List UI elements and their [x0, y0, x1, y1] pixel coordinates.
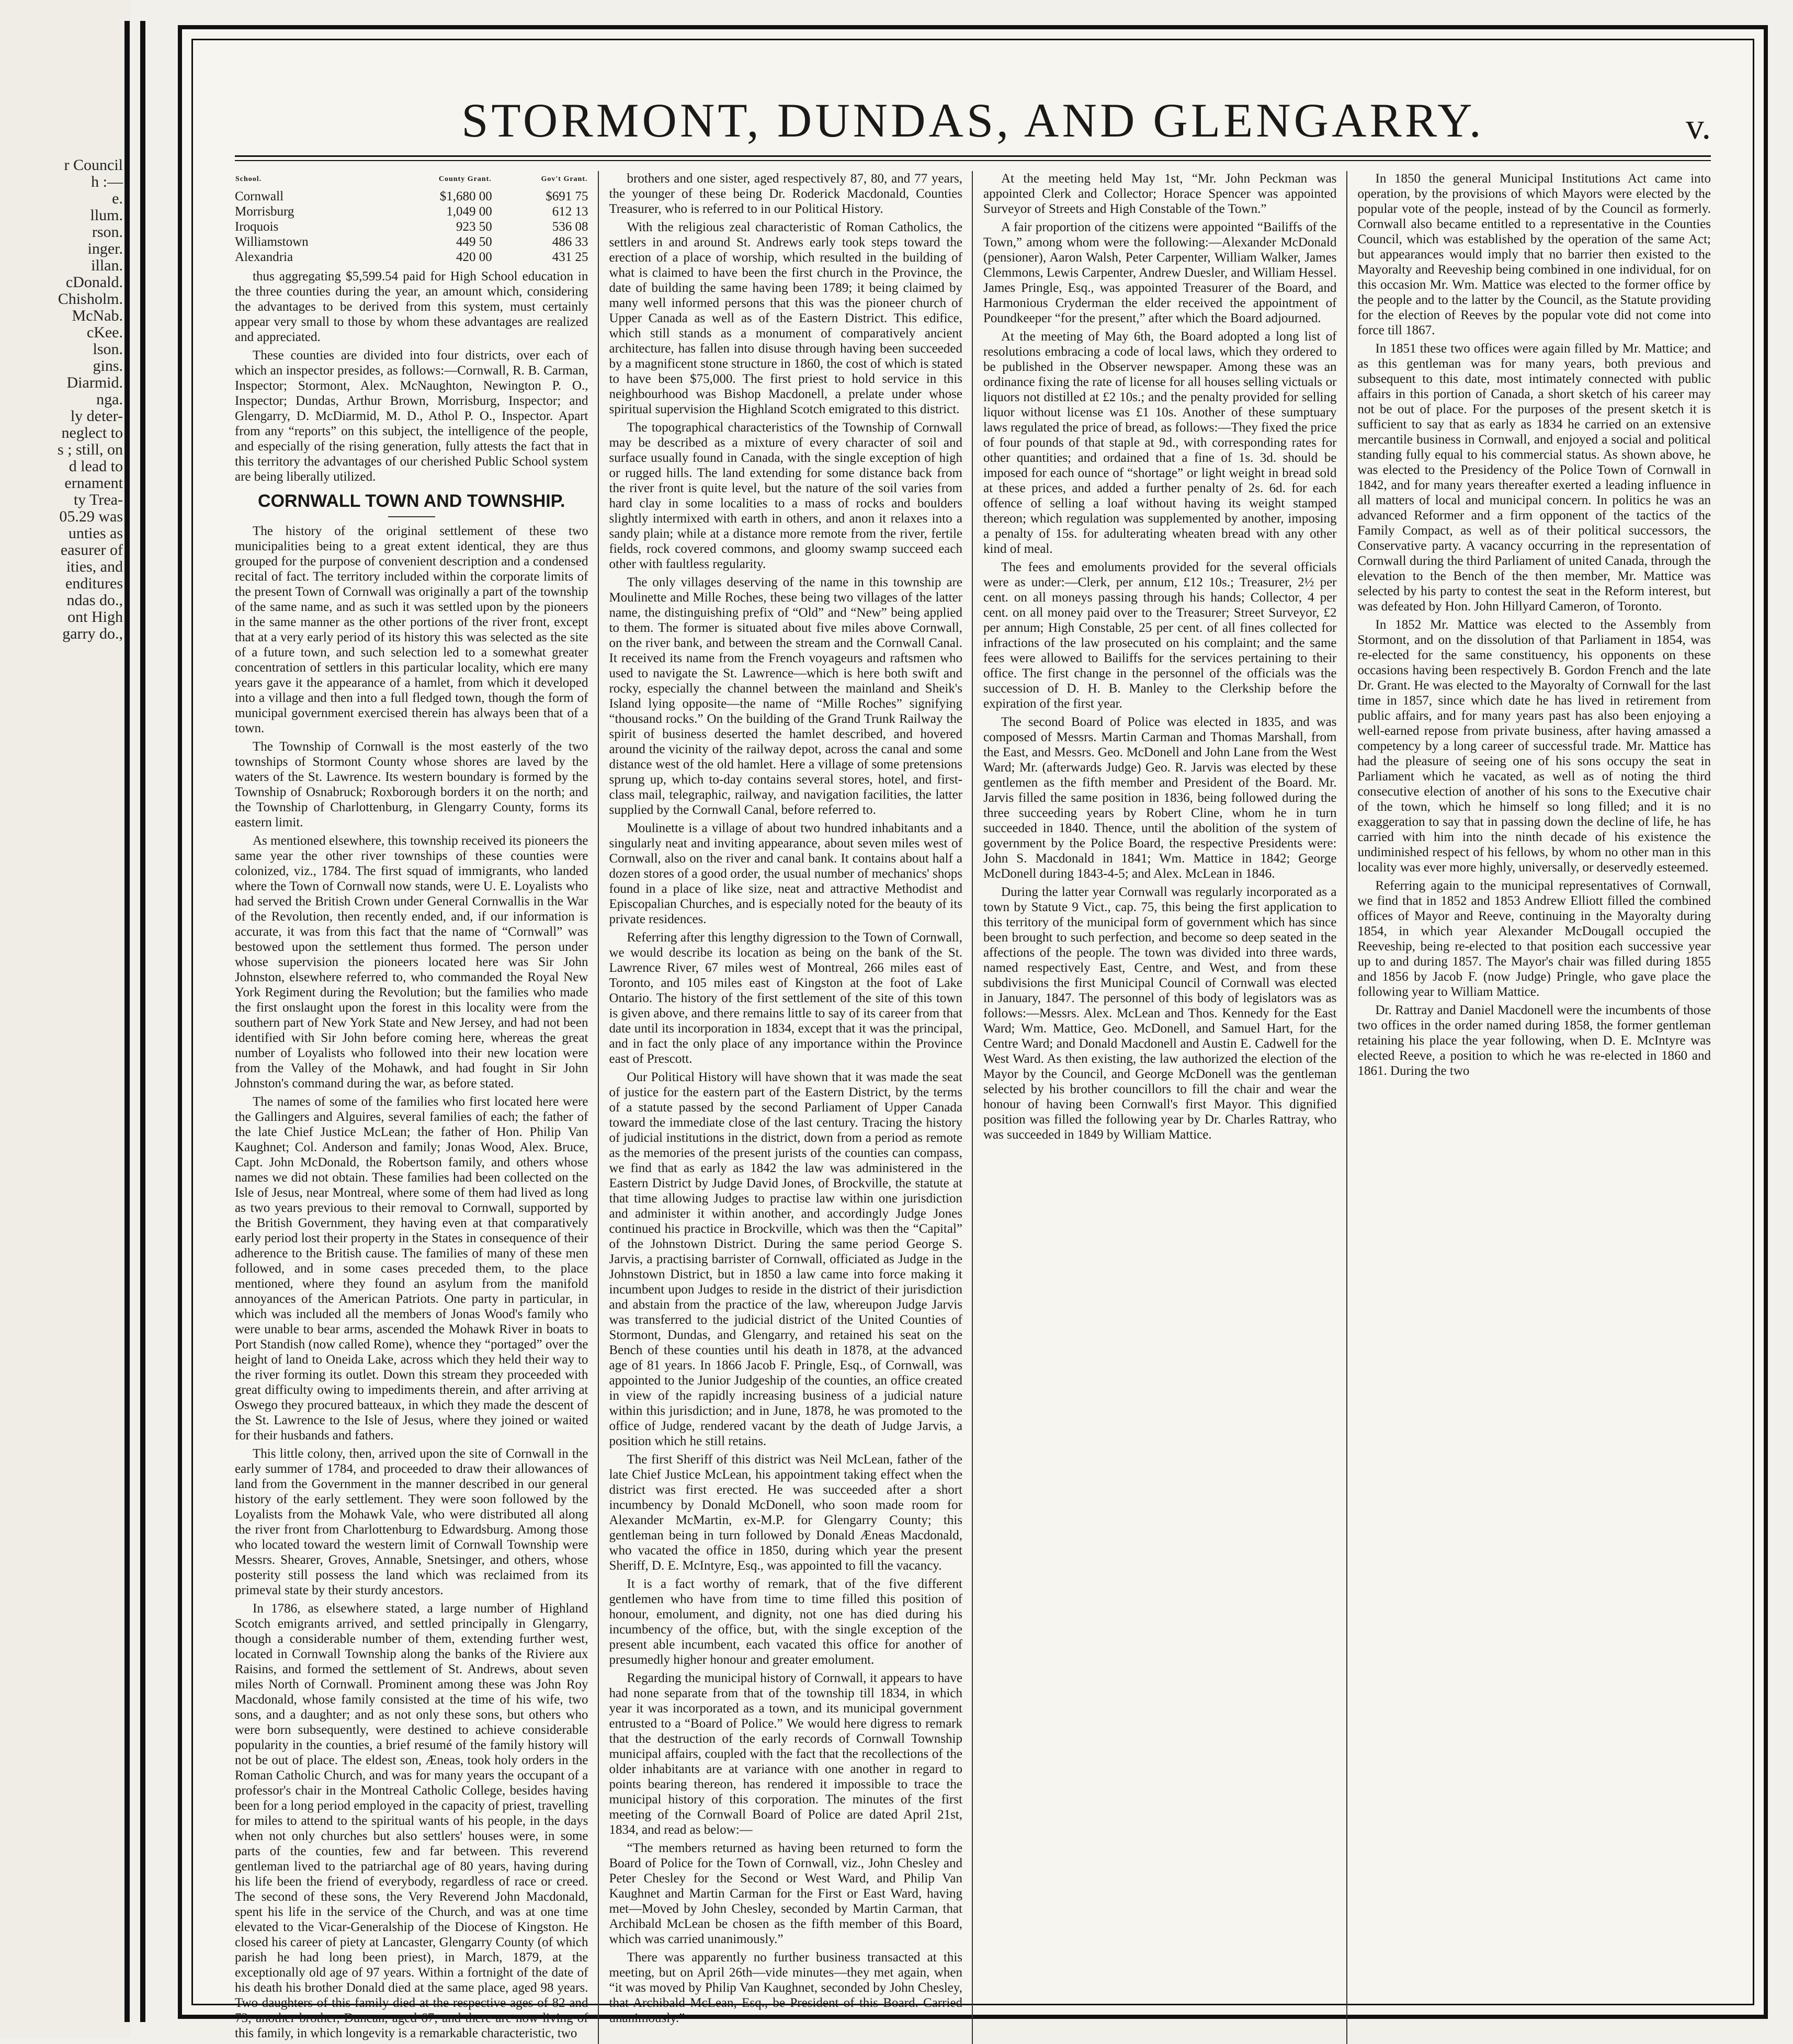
- govt-grant-cell: 612 13: [552, 205, 588, 219]
- paragraph: Dr. Rattray and Daniel Macdonell were the incumbents of those two offices in the order named during 1858, the former gentleman retaining his place the year following, when D. E. McIntyre was elected Reeve, a position to which he was re-elected in 1860 and 1861. During the two: [1357, 1003, 1711, 1078]
- previous-page-line: llum.: [90, 207, 123, 224]
- previous-page-line: lson.: [93, 340, 123, 358]
- table-header-school: School.: [235, 175, 262, 183]
- county-grant-cell: 449 50: [456, 235, 492, 249]
- county-grant-cell: 1,049 00: [446, 205, 492, 219]
- page-title: STORMONT, DUNDAS, AND GLENGARRY.: [461, 94, 1484, 147]
- table-row: [235, 234, 588, 249]
- paragraph: At the meeting held May 1st, “Mr. John Peckman was appointed Clerk and Collector; Horace Spencer was appointed Surveyor of Streets and High Constable of the Town.”: [983, 172, 1337, 216]
- heading-rule: [388, 516, 435, 517]
- school-name-cell: Williamstown: [235, 235, 309, 249]
- paragraph: In 1852 Mr. Mattice was elected to the Assembly from Stormont, and on the dissolution of that Parliament in 1854, was re-elected for the same constituency, his opponents on these occasions having been respectively B. Gordon French and the late Dr. Grant. He was elected to the Mayoralty of Cornwall for the last time in 1857, since which date he has lived in retirement from public affairs, and for many years past has also been enjoying a well-earned repose from private business, after having amassed a competency by a long career of successful trade. Mr. Mattice has had the pleasure of seeing one of his sons occupy the seat in Parliament which he vacated, as well as of noting the third consecutive election of another of his sons to the Executive chair of the town, which he himself so long filled; and it is no exaggeration to say that in passing down the decline of life, he has carried with him into the ninth decade of his existence the undiminished respect of his fellows, by whom no other man in this locality was ever more highly, universally, or deservedly esteemed.: [1357, 618, 1711, 875]
- paragraph: The only villages deserving of the name in this township are Moulinette and Mille Roches, these being two villages of the latter name, the distinguishing prefix of “Old” and “New” being applied to them. The former is situated about five miles above Cornwall, on the river bank, and between the stream and the Cornwall Canal. It received its name from the French voyageurs and raftsmen who used to navigate the St. Lawrence—which is here both swift and rocky, especially the channel between the mainland and Sheik's Island lying opposite—the name of “Mille Roches” signifying “thousand rocks.” On the building of the Grand Trunk Railway the spirit of business deserted the hamlet described, and hovered around the vicinity of the railway depot, across the canal and some distance west of the old hamlet. Here a village of some pretensions sprung up, which to-day contains several stores, hotel, and first-class mail, telegraphic, railway, and navigation facilities, the latter supplied by the Cornwall Canal, before referred to.: [609, 575, 962, 817]
- column-2: [609, 171, 963, 2044]
- paragraph: In 1850 the general Municipal Institutions Act came into operation, by the provisions of which Mayors were elected by the popular vote of the people, instead of by the Council as formerly. Cornwall also became entitled to a representative in the Counties Council, which was established by the operation of the same Act; but appearances would imply that no barrier then existed to the Mayoralty and Reeveship being combined in one individual, for on this occasion Mr. Wm. Mattice was elected to the former office by the people and to the latter by the Council, as the Statute providing for the election of Reeves by the popular vote did not come into force till 1867.: [1357, 172, 1711, 337]
- paragraph: The second Board of Police was elected in 1835, and was composed of Messrs. Martin Carman and Thomas Marshall, from the East, and Messrs. Geo. McDonell and John Lane from the West Ward; Mr. (afterwards Judge) Geo. R. Jarvis was elected by these gentlemen as the fifth member and President of the Board. Mr. Jarvis filled the same position in 1836, being followed during the three succeeding years by Robert Cline, whom he in turn succeeded in 1840. Thence, until the abolition of the system of government by the Police Board, the respective Presidents were: John S. Macdonald in 1841; Wm. Mattice in 1842; George McDonell during 1843-4-5; and Alex. McLean in 1846.: [983, 715, 1337, 881]
- paragraph: The topographical characteristics of the Township of Cornwall may be described as a mixture of every character of soil and surface usually found in Canada, with the single exception of high or rugged hills. The land extending for some distance back from the river front is quite level, but the nature of the soil varies from hard clay in some localities to a mass of rocks and boulders slightly intermixed with earth in others, and anon it relaxes into a sandy plain; while at a distance more remote from the river, fertile fields, rock covered commons, and gloomy swamp succeed each other with faultless regularity.: [609, 421, 962, 571]
- table-header-govt-grant: Gov't Grant.: [541, 175, 588, 183]
- paragraph: The first Sheriff of this district was Neil McLean, father of the late Chief Justice McLean, his appointment taking effect when the district was first erected. He was succeeded after a short incumbency by Donald McDonell, who soon made room for Alexander McMartin, ex-M.P. for Glengarry County; this gentleman being in turn followed by Donald Æneas Macdonald, who vacated the office in 1850, during which year the present Sheriff, D. E. McIntyre, Esq., was appointed to fill the vacancy.: [609, 1452, 962, 1573]
- govt-grant-cell: 486 33: [552, 235, 588, 249]
- school-name-cell: Alexandria: [235, 250, 293, 264]
- previous-page-line: unties as: [68, 525, 123, 542]
- high-school-grant-table: [235, 171, 588, 265]
- previous-page-line: rson.: [92, 223, 123, 241]
- page-header: [193, 87, 1753, 166]
- paragraph: The fees and emoluments provided for the several officials were as under:—Clerk, per annum, £12 10s.; Treasurer, 2½ per cent. on all moneys passing through his hands; Collector, 4 per cent. on all money paid over to the Treasurer; Street Surveyor, £2 per annum; High Constable, 25 per cent. of all fines collected for infractions of the law prosecuted on his complaint; and the same fees were allowed to Bailiffs for the services pertaining to their office. The first change in the personnel of the officials was the succession of D. H. B. Manley to the Clerkship before the expiration of the first year.: [983, 560, 1337, 711]
- previous-page-line: cKee.: [86, 324, 123, 341]
- school-name-cell: Iroquois: [235, 220, 279, 234]
- previous-page-line: cDonald.: [65, 274, 123, 291]
- previous-page-text: [0, 157, 123, 642]
- previous-page-line: easurer of: [60, 541, 123, 559]
- previous-page-line: s ; still, on: [57, 441, 123, 458]
- govt-grant-cell: 536 08: [552, 220, 588, 234]
- table-header-county-grant: County Grant.: [438, 175, 492, 183]
- paragraph: brothers and one sister, aged respectively 87, 80, and 77 years, the younger of these being Dr. Roderick Macdonald, Counties Treasurer, who is referred to in our Political History.: [609, 172, 962, 216]
- previous-page-line: nga.: [96, 391, 123, 408]
- paragraph: Regarding the municipal history of Cornwall, it appears to have had none separate from that of the township till 1834, in which year it was incorporated as a town, and its municipal government entrusted to a “Board of Police.” We would here digress to remark that the destruction of the early records of Cornwall Township municipal affairs, coupled with the fact that the recollections of the older inhabitants are at variance with one another in regard to points bearing thereon, has rendered it impossible to trace the municipal history of this corporation. The minutes of the first meeting of the Cornwall Board of Police are dated April 21st, 1834, and read as below:—: [609, 1671, 962, 1837]
- paragraph: Our Political History will have shown that it was made the seat of justice for the eastern part of the Eastern District, by the terms of a statute passed by the second Parliament of Upper Canada toward the immediate close of the last century. Tracing the history of judicial institutions in the district, down from a period as remote as the memories of the present jurists of the counties can compass, we find that as early as 1842 the law was administered in the Eastern District by Judge David Jones, of Brockville, the statute at that time allowing Judges to practise law within one jurisdiction and administer it within another, and accordingly Judge Jones continued his practice in Brockville, which was then the “Capital” of the Johnstown District. During the same period George S. Jarvis, a practising barrister of Cornwall, officiated as Judge in the Johnstown District, but in 1850 a law came into force making it incumbent upon Judges to reside in the district of their jurisdiction and abstain from the practice of the law, whereupon Judge Jarvis was transferred to the judicial district of the United Counties of Stormont, Dundas, and Glengarry, and retained his seat on the Bench of these counties until his death in 1878, at the advanced age of 81 years. In 1866 Jacob F. Pringle, Esq., of Cornwall, was appointed to the Junior Judgeship of the counties, an office created in view of the rapidly increasing business of a judicial nature within this jurisdiction; and in June, 1878, he was promoted to the office of Judge, rendered vacant by the death of Judge Jarvis, a position which he still retains.: [609, 1070, 962, 1448]
- paragraph: Referring again to the municipal representatives of Cornwall, we find that in 1852 and 1853 Andrew Elliott filled the combined offices of Mayor and Reeve, continuing in the Mayoralty during 1854, in which year Alexander McDougall occupied the Reeveship, being re-elected to that position each successive year up to and during 1857. The Mayor's chair was filled during 1855 and 1856 by Jacob F. (now Judge) Pringle, who gave place the following year to William Mattice.: [1357, 879, 1711, 999]
- column-1: [235, 171, 588, 2044]
- table-row: [235, 204, 588, 219]
- paragraph: With the religious zeal characteristic of Roman Catholics, the settlers in and around St. Andrews early took steps toward the erection of a place of worship, which resulted in the building of what is claimed to have been the first church in the Province, the date of building the same having been 1789; it being claimed by many well informed persons that this was the pioneer church of Upper Canada as well as of the Eastern District. This edifice, which still stands as a monument of comparatively ancient architecture, has fallen into disuse through having been succeeded by a magnificent stone structure in 1860, the cost of which is stated to have been $75,000. The first priest to hold service in this neighbourhood was Bishop Macdonell, a prelate under whose spiritual supervision the Highland Scotch emigrated to this district.: [609, 220, 962, 416]
- header-rule: [235, 155, 1711, 161]
- paragraph: A fair proportion of the citizens were appointed “Bailiffs of the Town,” among whom were the following:—Alexander McDonald (pensioner), Aaron Walsh, Peter Carpenter, William Walker, James Clemmons, Lewis Carpenter, Andrew Duesler, and William Hessel. James Pringle, Esq., was appointed Treasurer of the Board, and Harmonious Cryderman the elder received the appointment of Poundkeeper “for the present,” after which the Board adjourned.: [983, 220, 1337, 325]
- paragraph: At the meeting of May 6th, the Board adopted a long list of resolutions embracing a code of local laws, which they ordered to be published in the Observer newspaper. Among these was an ordinance fixing the rate of license for all houses selling victuals or liquors not distilled at £2 10s.; and the penalty provided for selling liquor without license was £1 10s. Another of these sumptuary laws regulated the price of bread, as follows:—They fixed the price of four pounds of that staple at 9d., with corresponding rates for other quantities; and ordained that a fine of 1s. 3d. should be imposed for each ounce of “shortage” or light weight in bread sold at these prices, and added a further penalty of 2s. 6d. for each offence of selling a loaf without having its weight stamped thereon; which regulation was supplemented by another, imposing a penalty of 15s. for adulterating wheaten bread with any other kind of meal.: [983, 330, 1337, 556]
- paragraph: This little colony, then, arrived upon the site of Cornwall in the early summer of 1784, and proceeded to draw their allowances of land from the Government in the manner described in our general history of the early settlement. They were soon followed by the Loyalists from the Mohawk Vale, who were distributed all along the river front from Charlottenburg to Edwardsburg. Among those who located toward the western limit of Cornwall Township were Messrs. Shearer, Groves, Annable, Snetsinger, and others, whose posterity still possess the land which was reclaimed from its primeval state by their sturdy ancestors.: [235, 1447, 588, 1597]
- previous-page-line: e.: [112, 190, 123, 207]
- paragraph: thus aggregating $5,599.54 paid for High School education in the three counties during the year, an amount which, considering the advantages to be derived from this system, must certainly appear very small to those by whom these advantages are realized and appreciated.: [235, 269, 588, 344]
- previous-page-line: enditures: [65, 575, 123, 592]
- section-heading: CORNWALL TOWN AND TOWNSHIP.: [258, 491, 565, 511]
- previous-page-line: 05.29 was: [59, 508, 123, 525]
- page-inner-frame: [191, 39, 1754, 2040]
- paragraph: During the latter year Cornwall was regularly incorporated as a town by Statute 9 Vict., cap. 75, this being the first application to this territory of the municipal form of government which has since been brought to such perfection, and become so deep seated in the affections of the people. The town was divided into three wards, named respectively East, Centre, and West, and from these subdivisions the first Municipal Council of Cornwall was elected in January, 1847. The personnel of this body of legislators was as follows:—Messrs. Alex. McLean and Thos. Kennedy for the East Ward; Wm. Mattice, Geo. McDonell, and Samuel Hart, for the Centre Ward; and Donald Macdonell and Austin E. Cadwell for the West Ward. As then existing, the law authorized the election of the Mayor by the Council, and George McDonell was the gentleman selected by his brother councillors to fill the chair and wear the honour of having been Cornwall's first Mayor. This dignified position was filled the following year by Dr. Charles Rattray, who was succeeded in 1849 by William Mattice.: [983, 885, 1337, 1142]
- previous-page-line: ndas do.,: [66, 592, 123, 609]
- school-name-cell: Morrisburg: [235, 205, 294, 219]
- previous-page-line: garry do.,: [62, 625, 123, 642]
- previous-page-line: d lead to: [69, 458, 123, 475]
- previous-page-line: ernament: [64, 474, 123, 492]
- previous-page-line: ont High: [67, 608, 123, 626]
- table-row: [235, 219, 588, 234]
- previous-page-line: gins.: [93, 357, 123, 374]
- paragraph: In 1851 these two offices were again filled by Mr. Mattice; and as this gentleman was for many years, both previous and subsequent to this date, most intimately connected with public affairs in this portion of Canada, a short sketch of his career may not be out of place. For the purposes of the present sketch it is sufficient to say that as early as 1834 he carried on an extensive mercantile business in Cornwall, and enjoyed a social and political standing fully equal to his commercial status. As shown above, he was elected to the Presidency of the Police Town of Cornwall in 1842, and for many years thereafter exerted a leading influence in all matters of local and municipal concern. In politics he was an advanced Reformer and a firm opponent of the tactics of the Family Compact, as well as of their political successors, the Conservative party. A vacancy occurring in the representation of Cornwall during the third Parliament of united Canada, through the elevation to the Bench of the then member, Mr. Mattice was selected by his party to contest the seat in the Reform interest, but was defeated by Hon. John Hillyard Cameron, of Toronto.: [1357, 342, 1711, 614]
- previous-page-line: neglect to: [61, 424, 123, 441]
- paragraph: Moulinette is a village of about two hundred inhabitants and a singularly neat and inviting appearance, about seven miles west of Cornwall, also on the river and canal bank. It contains about half a dozen stores of a good order, the usual number of mechanics' shops found in a place of like size, neat and attractive Methodist and Episcopalian Churches, and is especially noted for the beauty of its private residences.: [609, 821, 962, 926]
- page-number: v.: [1686, 107, 1711, 147]
- previous-page-line: ities, and: [66, 558, 123, 575]
- paragraph: “The members returned as having been returned to form the Board of Police for the Town of Cornwall, viz., John Chesley and Peter Chesley for the Second or West Ward, and Philip Van Kaughnet and Martin Carman for the First or East Ward, having met—Moved by John Chesley, seconded by Martin Carman, that Archibald McLean be chosen as the fifth member of this Board, which was carried unanimously.”: [609, 1841, 962, 1946]
- county-grant-cell: 923 50: [456, 220, 492, 234]
- paragraph: The names of some of the families who first located here were the Gallingers and Alguires, several families of each; the father of the late Chief Justice McLean; the father of Hon. Philip Van Kaughnet; Col. Anderson and family; Jonas Wood, Alex. Bruce, Capt. John McDonald, the Robertson family, and others whose names we did not obtain. These families had been collected on the Isle of Jesus, near Montreal, where some of them had lived as long as two years previous to their removal to Cornwall, supported by the British Government, they having even at that comparatively early period lost their property in the States in consequence of their adherence to the British cause. The families of many of these men followed, and in some cases preceded them, to the place mentioned, where they found an asylum from the manifold annoyances of the American Patriots. One party in particular, in which was included all the members of Jonas Wood's family who were unable to bear arms, ascended the Mohawk River in boats to Port Standish (now called Rome), whence they “portaged” over the height of land to Oneida Lake, across which they held their way to the river forming its outlet. Down this stream they proceeded with great difficulty owing to impediments therein, and after arriving at Oswego they procured batteaux, in which they made the descent of the St. Lawrence to the Isle of Jesus, where they joined or waited for their husbands and fathers.: [235, 1095, 588, 1443]
- page-frame: [178, 25, 1768, 2040]
- previous-page-line: ly deter-: [70, 407, 123, 425]
- column-4: [1358, 171, 1711, 2044]
- previous-page-fragment: [0, 0, 131, 2038]
- paragraph: It is a fact worthy of remark, that of the five different gentlemen who have from time to time filled this position of honour, emolument, and dignity, not one has died during his incumbency of the office, but, with the single exception of the present able incumbent, each vacated this office for another of presumedly higher honour and greater emolument.: [609, 1577, 962, 1667]
- previous-page-line: inger.: [87, 240, 123, 257]
- article-columns: [235, 171, 1711, 2040]
- govt-grant-cell: 431 25: [552, 250, 588, 264]
- table-row: [235, 189, 588, 204]
- previous-page-line: ty Trea-: [73, 491, 123, 508]
- previous-page-line: Chisholm.: [58, 290, 123, 308]
- previous-page-line: r Council: [64, 156, 123, 174]
- column-3: [983, 171, 1337, 2044]
- previous-page-border: [124, 21, 130, 2022]
- paragraph: There was apparently no further business transacted at this meeting, but on April 26th—vide minutes—they met again, when “it was moved by Philip Van Kaughnet, seconded by John Chesley, that Archibald McLean, Esq., be President of this Board. Carried unanimously.”: [609, 1950, 962, 2025]
- previous-page-line: h :—: [91, 173, 123, 190]
- previous-page-line: Diarmid.: [66, 374, 123, 391]
- previous-page-line: illan.: [91, 257, 123, 274]
- county-grant-cell: 420 00: [456, 250, 492, 264]
- paragraph: The Township of Cornwall is the most easterly of the two townships of Stormont County whose shores are laved by the waters of the St. Lawrence. Its western boundary is formed by the Township of Osnabruck; Roxborough borders it on the north; and the Township of Charlottenburg, in Glengarry County, forms its eastern limit.: [235, 740, 588, 830]
- paragraph: Referring after this lengthy digression to the Town of Cornwall, we would describe its location as being on the bank of the St. Lawrence River, 67 miles west of Montreal, 266 miles east of Toronto, and 105 miles east of Kingston at the foot of Lake Ontario. The history of the first settlement of the site of this town is given above, and there remains little to say of its career from that date until its incorporation in 1834, except that it was the principal, and in fact the only place of any importance within the Province east of Prescott.: [609, 930, 962, 1066]
- paragraph: In 1786, as elsewhere stated, a large number of Highland Scotch emigrants arrived, and settled principally in Glengarry, though a considerable number of them, extending further west, located in Cornwall Township along the banks of the Riviere aux Raisins, and formed the settlement of St. Andrews, about seven miles North of Cornwall. Prominent among these was John Roy Macdonald, whose family consisted at the time of his wife, two sons, and a daughter; and as not only these sons, but others who were born subsequently, were destined to achieve considerable popularity in the counties, a brief resumé of the family history will not be out of place. The eldest son, Æneas, took holy orders in the Roman Catholic Church, and was for many years the occupant of a professor's chair in the Montreal Catholic College, besides having been for a long period employed in the capacity of priest, travelling for miles to attend to the spiritual wants of his people, in the days when not only churches but also settlers' houses were, in some parts of the counties, few and far between. This reverend gentleman lived to the patriarchal age of 80 years, having during his life been the friend of everybody, regardless of race or creed. The second of these sons, the Very Reverend John Macdonald, spent his life in the service of the Church, and was at one time elevated to the Vicar-Generalship of the Diocese of Kingston. He closed his career of piety at Lancaster, Glengarry County (of which parish he had long been priest), in March, 1879, at the exceptionally old age of 97 years. Within a fortnight of the date of his death his brother Donald died at the same place, aged 98 years. Two daughters of this family died at the respective ages of 82 and 73; another brother, Duncan, aged 67; and there are now living of this family, in which longevity is a remarkable characteristic, two: [235, 1602, 588, 2040]
- paragraph: As mentioned elsewhere, this township received its pioneers the same year the other river townships of these counties were colonized, viz., 1784. The first squad of immigrants, who landed where the Town of Cornwall now stands, were U. E. Loyalists who had served the British Crown under General Cornwallis in the War of the Revolution, then recently ended, and, if our information is accurate, it was from this fact that the name of “Cornwall” was bestowed upon the settlement thus formed. The person under whose supervision the pioneers located here was Sir John Johnston, elsewhere referred to, who commanded the Royal New York Regiment during the Revolution; but the families who made the first onslaught upon the forest in this locality were from the southern part of New York State and New Jersey, and had not been identified with Sir John before coming here, whereas the great number of Loyalists who followed into their new location were from the Valley of the Mohawk, and had fought in Sir John Johnston's command during the war, as before stated.: [235, 834, 588, 1091]
- page-edge-rule: [140, 21, 145, 2022]
- previous-page-line: McNab.: [72, 307, 123, 324]
- govt-grant-cell: $691 75: [546, 189, 588, 203]
- paragraph: The history of the original settlement of these two municipalities being to a great extent identical, they are thus grouped for the purpose of convenient description and a condensed recital of fact. The territory included within the corporate limits of the present Town of Cornwall was originally a part of the township of the same name, and as such it was settled upon by the pioneers in the same manner as the other portions of the river front, except that at a very early period of its history this was selected as the site of a future town, and such selection led to a somewhat greater concentration of settlers in this particular locality, which ere many years gave it the appearance of a hamlet, from which it developed into a village and then into a full fledged town, though the form of municipal government exercised therein has always been that of a town.: [235, 524, 588, 735]
- county-grant-cell: $1,680 00: [439, 189, 492, 203]
- table-row: [235, 249, 588, 265]
- school-name-cell: Cornwall: [235, 189, 284, 203]
- paragraph: These counties are divided into four districts, over each of which an inspector presides, as follows:—Cornwall, R. B. Carman, Inspector; Stormont, Alex. McNaughton, Newington P. O., Inspector; Dundas, Arthur Brown, Morrisburg, Inspector; and Glengarry, D. McDiarmid, M. D., Athol P. O., Inspector. Apart from any “reports” on this subject, the intelligence of the people, and especially of the rising generation, fully attests the fact that in this territory the advantages of our cherished Public School system are being liberally utilized.: [235, 348, 588, 484]
